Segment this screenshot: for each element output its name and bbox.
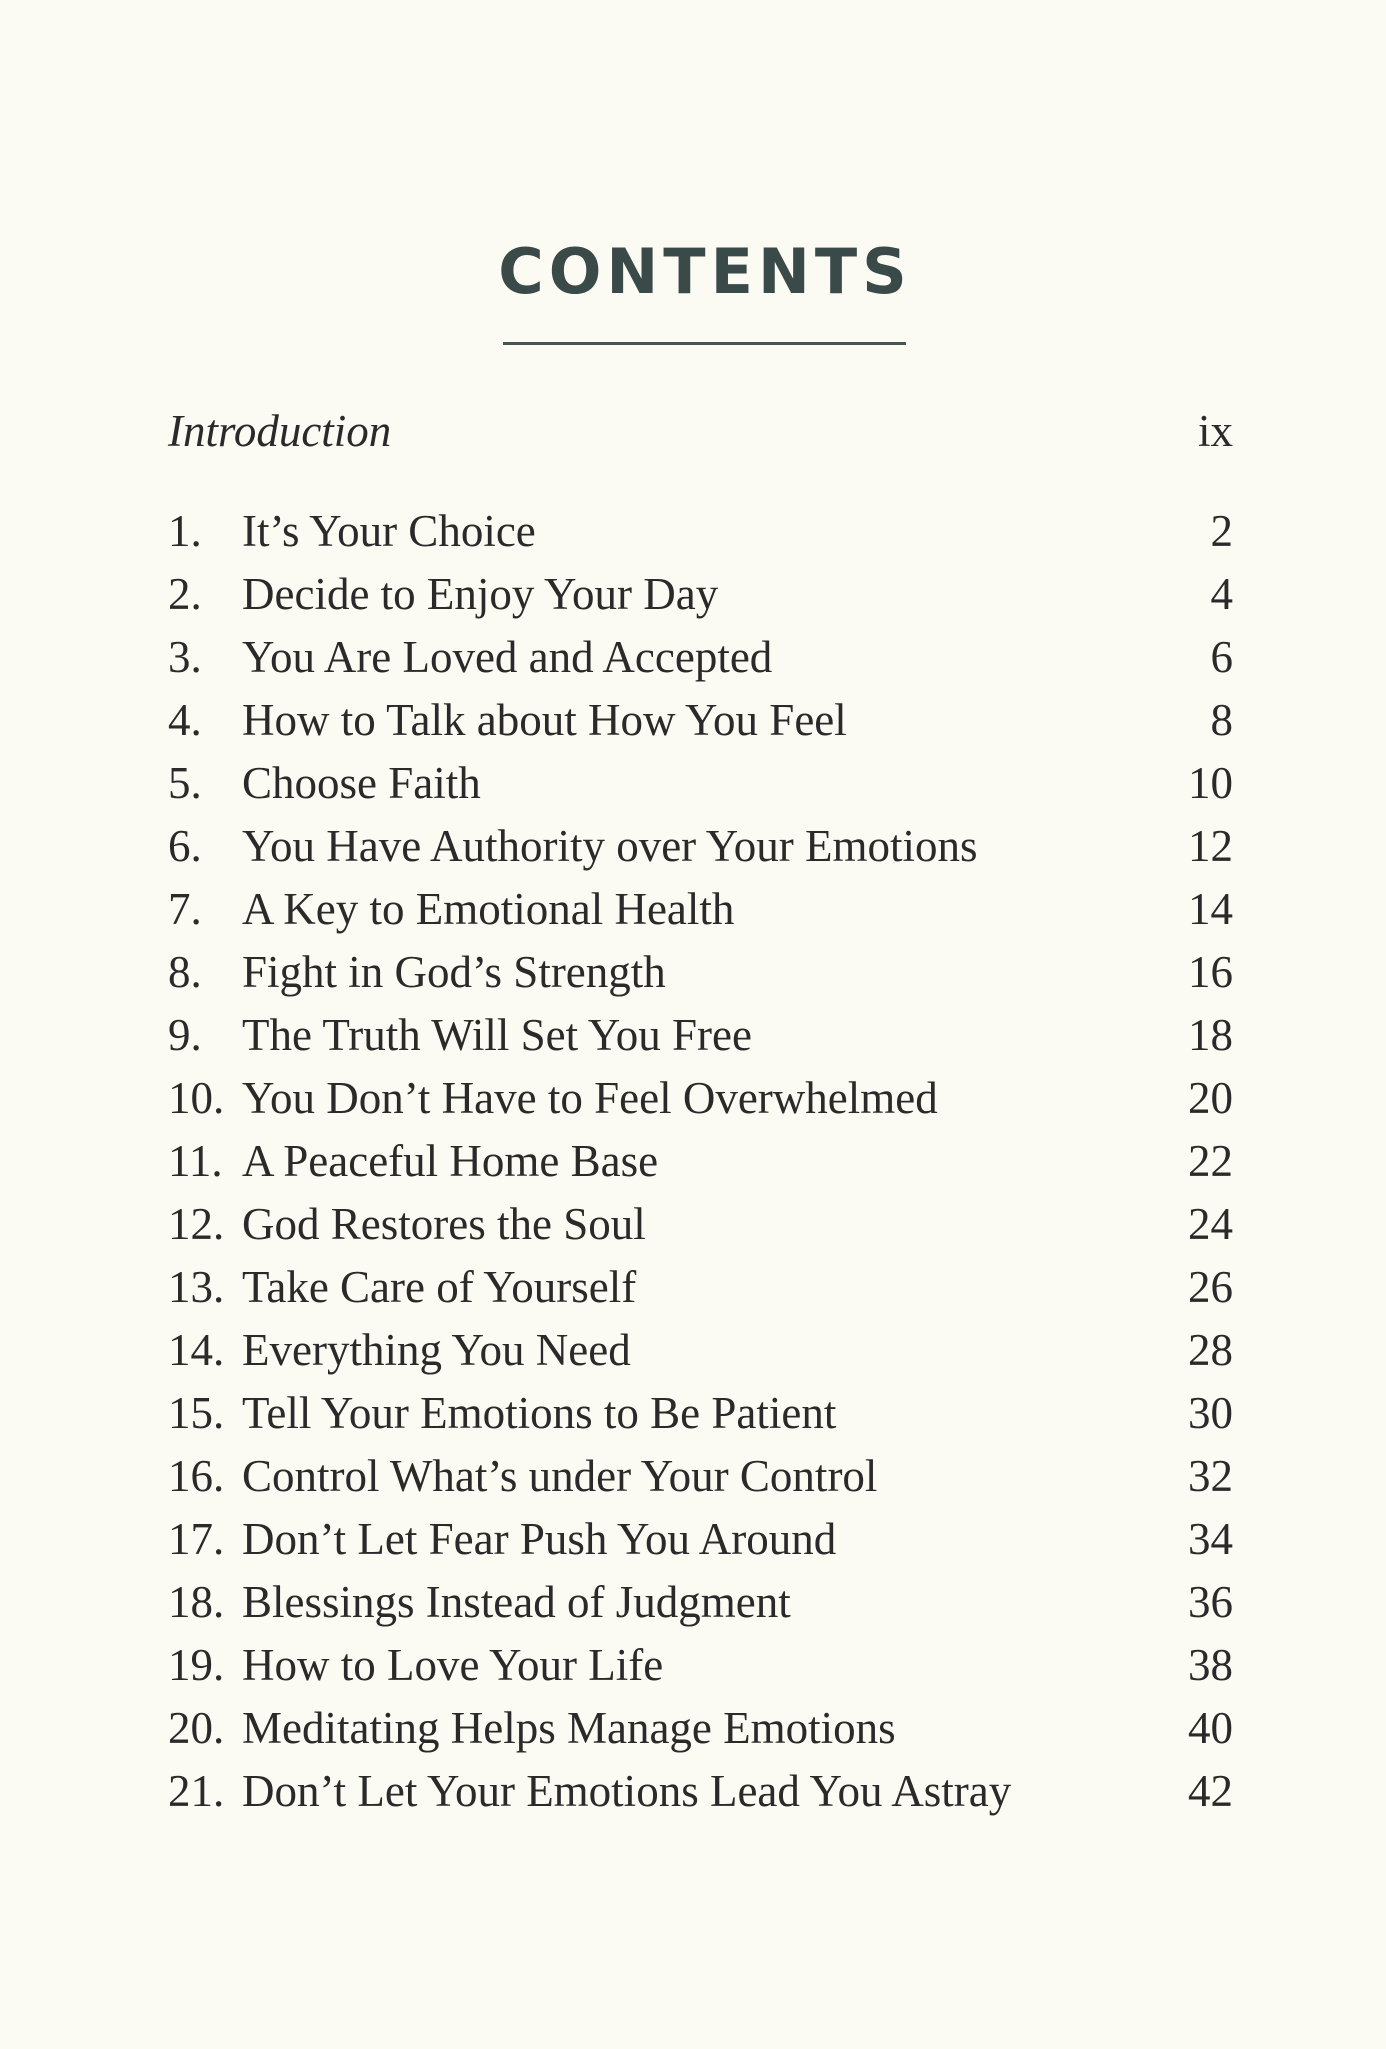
entry-number: 3.: [168, 632, 202, 682]
entry-number: 20.: [168, 1703, 225, 1753]
entry-page-number: 10: [1188, 758, 1233, 808]
entry-title: Don’t Let Fear Push You Around: [242, 1514, 837, 1564]
page-title: CONTENTS: [498, 235, 912, 308]
entry-title: A Peaceful Home Base: [242, 1136, 659, 1186]
entry-number: 12.: [168, 1199, 225, 1249]
entry-title: Take Care of Yourself: [242, 1262, 637, 1312]
entry-title: You Don’t Have to Feel Overwhelmed: [242, 1073, 938, 1123]
entry-page-number: 38: [1188, 1640, 1233, 1690]
toc-entry[interactable]: [168, 1319, 1233, 1381]
toc-entry[interactable]: [168, 941, 1233, 1003]
entry-page-number: 2: [1210, 506, 1233, 556]
entry-number: 1.: [168, 506, 202, 556]
entry-page-number: 24: [1188, 1199, 1233, 1249]
toc-entry[interactable]: [168, 1445, 1233, 1507]
entry-title: A Key to Emotional Health: [242, 884, 735, 934]
entry-page-number: 42: [1188, 1766, 1233, 1816]
entry-page-number: 26: [1188, 1262, 1233, 1312]
entry-page-number: 4: [1210, 569, 1233, 619]
toc-entry[interactable]: [168, 1130, 1233, 1192]
entry-page-number: 40: [1188, 1703, 1233, 1753]
toc-entry[interactable]: [168, 1256, 1233, 1318]
entry-number: 6.: [168, 821, 202, 871]
entry-title: Fight in God’s Strength: [242, 947, 666, 997]
entry-number: 21.: [168, 1766, 225, 1816]
toc-entry[interactable]: [168, 752, 1233, 814]
toc-entry[interactable]: [168, 1382, 1233, 1444]
entry-page-number: 34: [1188, 1514, 1233, 1564]
entry-number: 16.: [168, 1451, 225, 1501]
entry-page-number: 16: [1188, 947, 1233, 997]
toc-entry[interactable]: [168, 1760, 1233, 1822]
entry-title: You Are Loved and Accepted: [242, 632, 773, 682]
entry-number: 18.: [168, 1577, 225, 1627]
entry-title: You Have Authority over Your Emotions: [242, 821, 978, 871]
entry-number: 17.: [168, 1514, 225, 1564]
entry-title: The Truth Will Set You Free: [242, 1010, 752, 1060]
entry-page-number: ix: [1197, 406, 1233, 456]
entry-title: Don’t Let Your Emotions Lead You Astray: [242, 1766, 1012, 1816]
entry-number: 13.: [168, 1262, 225, 1312]
toc-entry[interactable]: [168, 1004, 1233, 1066]
entry-page-number: 18: [1188, 1010, 1233, 1060]
toc-entry[interactable]: [168, 626, 1233, 688]
entry-page-number: 30: [1188, 1388, 1233, 1438]
entry-title: How to Love Your Life: [242, 1640, 664, 1690]
toc-entry[interactable]: [168, 1697, 1233, 1759]
toc-entry[interactable]: [168, 815, 1233, 877]
toc-entry[interactable]: [168, 1067, 1233, 1129]
entry-number: 4.: [168, 695, 202, 745]
toc-entry[interactable]: [168, 1193, 1233, 1255]
entry-page-number: 36: [1188, 1577, 1233, 1627]
entry-page-number: 14: [1188, 884, 1233, 934]
toc-entry-introduction[interactable]: [168, 400, 1233, 462]
entry-title: Meditating Helps Manage Emotions: [242, 1703, 896, 1753]
toc-entry[interactable]: [168, 689, 1233, 751]
entry-page-number: 12: [1188, 821, 1233, 871]
entry-number: 5.: [168, 758, 202, 808]
entry-title: Blessings Instead of Judgment: [242, 1577, 791, 1627]
entry-title: How to Talk about How You Feel: [242, 695, 847, 745]
toc-entry[interactable]: [168, 878, 1233, 940]
entry-number: 9.: [168, 1010, 202, 1060]
entry-number: 7.: [168, 884, 202, 934]
entry-page-number: 8: [1210, 695, 1233, 745]
toc-entry[interactable]: [168, 500, 1233, 562]
entry-title: Everything You Need: [242, 1325, 631, 1375]
entry-page-number: 32: [1188, 1451, 1233, 1501]
entry-number: 11.: [168, 1136, 223, 1186]
entry-number: 2.: [168, 569, 202, 619]
entry-number: 19.: [168, 1640, 225, 1690]
toc-entry[interactable]: [168, 563, 1233, 625]
entry-title: Control What’s under Your Control: [242, 1451, 878, 1501]
entry-number: 8.: [168, 947, 202, 997]
entry-page-number: 28: [1188, 1325, 1233, 1375]
toc-entry[interactable]: [168, 1571, 1233, 1633]
entry-title: It’s Your Choice: [242, 506, 536, 556]
entry-title: Decide to Enjoy Your Day: [242, 569, 719, 619]
entry-title: God Restores the Soul: [242, 1199, 646, 1249]
toc-entry[interactable]: [168, 1634, 1233, 1696]
entry-title: Introduction: [168, 406, 392, 456]
entry-page-number: 20: [1188, 1073, 1233, 1123]
entry-number: 15.: [168, 1388, 225, 1438]
entry-title: Choose Faith: [242, 758, 481, 808]
entry-page-number: 22: [1188, 1136, 1233, 1186]
entry-number: 10.: [168, 1073, 225, 1123]
entry-number: 14.: [168, 1325, 225, 1375]
entry-page-number: 6: [1210, 632, 1233, 682]
title-divider: [503, 342, 906, 345]
entry-title: Tell Your Emotions to Be Patient: [242, 1388, 837, 1438]
toc-entry[interactable]: [168, 1508, 1233, 1570]
